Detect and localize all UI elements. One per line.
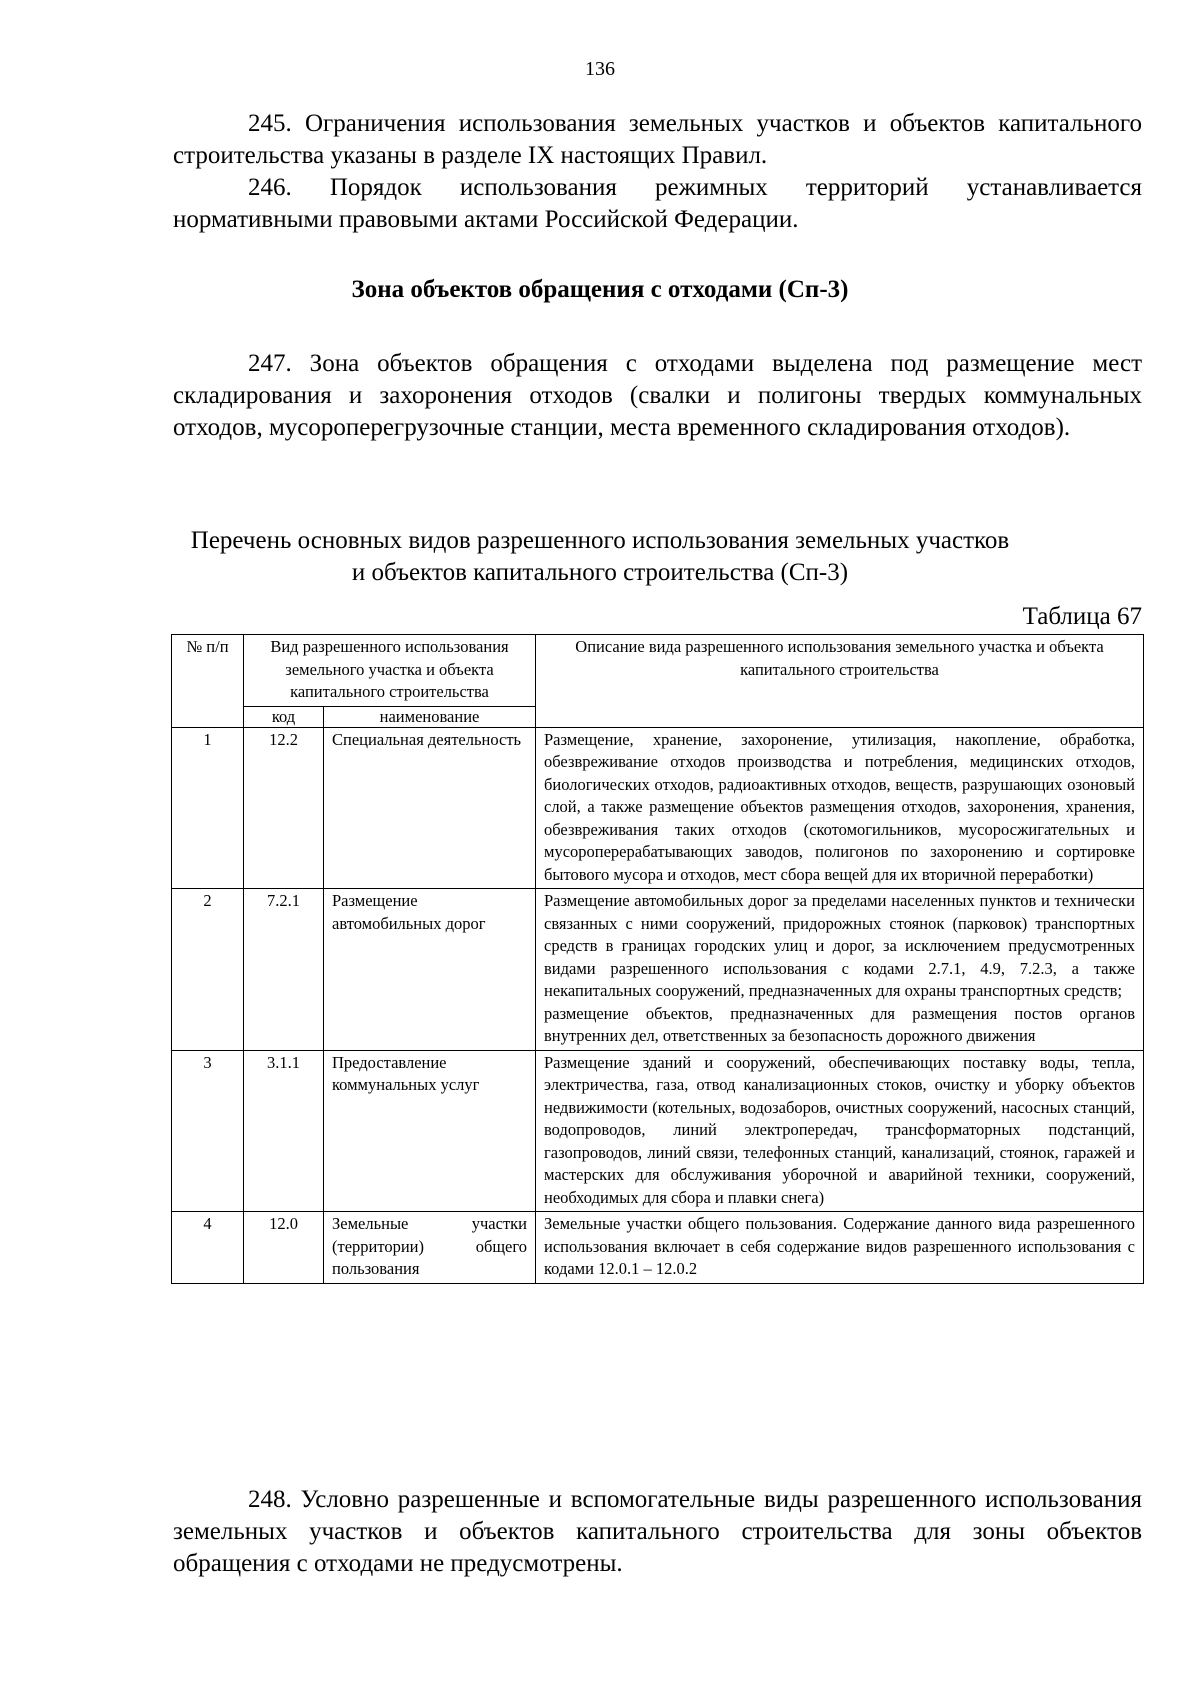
row-code: 7.2.1: [244, 889, 324, 1051]
paragraph-246: [173, 172, 1142, 236]
row-name: Земельные участки (территории) общего пользования: [324, 1212, 536, 1284]
row-num: 1: [172, 727, 244, 889]
table-caption-line-2: и объектов капитального строительства (Сп-3): [351, 559, 849, 586]
row-code: 3.1.1: [244, 1050, 324, 1212]
table-caption: [0, 525, 1200, 589]
section-heading: Зона объектов обращения с отходами (Сп-3): [351, 276, 849, 303]
header-code: код: [244, 706, 324, 727]
row-description-part-2: размещение объектов, предназначенных для размещения постов органов внутренних дел, ответственных за безопасность дорожного движения: [544, 1003, 1135, 1045]
row-name: Размещение автомобильных дорог: [324, 889, 536, 1051]
row-code: 12.0: [244, 1212, 324, 1284]
row-num: 2: [172, 889, 244, 1051]
table-row: [172, 727, 1144, 889]
header-name: наименование: [324, 706, 536, 727]
table-row: [172, 1050, 1144, 1212]
table-row: [172, 1212, 1144, 1284]
paragraph-247-text: 247. Зона объектов обращения с отходами выделена под размещение мест складирования и захоронения отходов (свалки и полигоны твердых коммунальных отходов, мусороперегрузочные станции, места временного складирования отходов).: [173, 350, 1142, 441]
header-description: Описание вида разрешенного использования земельного участка и объекта капитального строительства: [536, 635, 1144, 728]
row-code: 12.2: [244, 727, 324, 889]
paragraph-248-text: 248. Условно разрешенные и вспомогательные виды разрешенного использования земельных участков и объектов капитального строительства для зоны объектов обращения с отходами не предусмотрены.: [173, 1486, 1142, 1577]
row-description-part-1: Размещение автомобильных дорог за пределами населенных пунктов и технически связанных с ними сооружений, придорожных стоянок (парковок) транспортных средств в границах городских улиц и дорог, за исключением предусмотренных видами разрешенного использования с кодами 2.7.1, 4.9, 7.2.3, а также некапитальных сооружений, предназначенных для охраны транспортных средств;: [544, 891, 1135, 1000]
row-description: Размещение зданий и сооружений, обеспечивающих поставку воды, тепла, электричества, газа, отвод канализационных стоков, очистку и уборку объектов недвижимости (котельных, водозаборов, очистных сооружений, насосных станций, водопроводов, линий электропередач, трансформаторных подстанций, газопроводов, линий связи, телефонных станций, канализаций, стоянок, гаражей и мастерских для обслуживания уборочной и аварийной техники, сооружений, необходимых для сбора и плавки снега): [536, 1050, 1144, 1212]
paragraph-247: [173, 348, 1142, 444]
row-num: 4: [172, 1212, 244, 1284]
row-description: Размещение, хранение, захоронение, утилизация, накопление, обработка, обезвреживание отходов производства и потребления, медицинских отходов, биологических отходов, радиоактивных отходов, веществ, разрушающих озоновый слой, а также размещение объектов размещения отходов, захоронения, хранения, обезвреживания таких отходов (скотомогильников, мусоросжигательных и мусороперерабатывающих заводов, полигонов по захоронению и сортировке бытового мусора и отходов, мест сбора вещей для их вторичной переработки): [536, 727, 1144, 889]
row-description: Земельные участки общего пользования. Содержание данного вида разрешенного использования включает в себя содержание видов разрешенного использования с кодами 12.0.1 – 12.0.2: [536, 1212, 1144, 1284]
row-name: Предоставление коммунальных услуг: [324, 1050, 536, 1212]
table-caption-line-1: Перечень основных видов разрешенного использования земельных участков: [190, 527, 1010, 554]
header-kind: Вид разрешенного использования земельного участка и объекта капитального строительства: [244, 635, 536, 707]
paragraph-246-text: 246. Порядок использования режимных территорий устанавливается нормативными правовыми актами Российской Федерации.: [173, 174, 1142, 233]
row-description: [536, 889, 1144, 1051]
page-number: 136: [585, 58, 615, 80]
row-name: Специальная деятельность: [324, 727, 536, 889]
row-num: 3: [172, 1050, 244, 1212]
table-row: [172, 889, 1144, 1051]
paragraph-248: [173, 1484, 1142, 1580]
table-number: Таблица 67: [1022, 603, 1142, 630]
permitted-use-table: [171, 634, 1144, 1284]
paragraph-245: [173, 108, 1142, 172]
header-num: № п/п: [172, 635, 244, 728]
paragraph-245-text: 245. Ограничения использования земельных участков и объектов капитального строительства указаны в разделе IX настоящих Правил.: [173, 110, 1142, 169]
